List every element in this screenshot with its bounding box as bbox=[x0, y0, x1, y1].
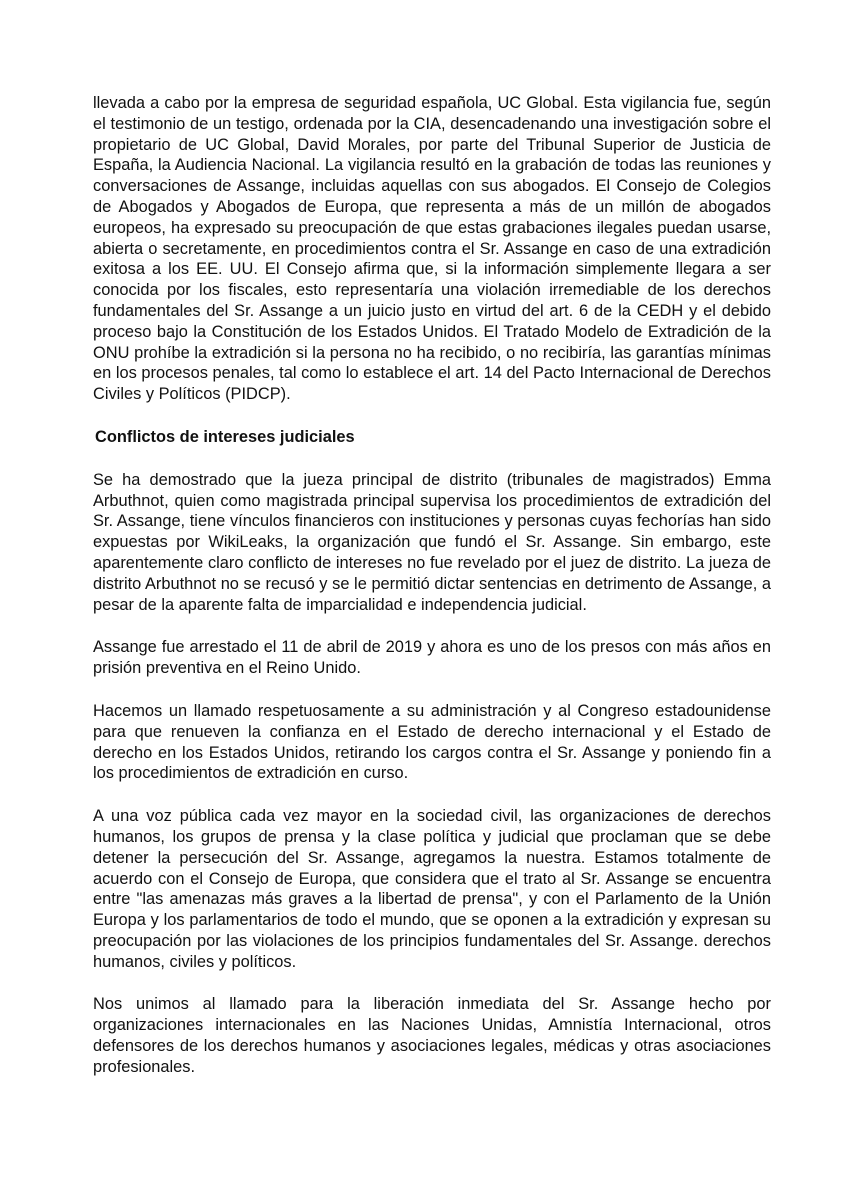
paragraph-call-to-action: Hacemos un llamado respetuosamente a su administración y al Congreso estadounidense para que renueven la confianza en el Estado de derecho internacional y el Estado de derecho en los Estados Unidos, retirando los cargos contra el Sr. Assange y poniendo fin a los procedimientos de extradición en curso. bbox=[93, 701, 771, 783]
paragraph-conflict-of-interest: Se ha demostrado que la jueza principal de distrito (tribunales de magistrados) Emma Arbuthnot, quien como magistrada principal supervisa los procedimientos de extradición del Sr. Assange, tiene vínculos financieros con instituciones y personas cuyas fechorías han sido expuestas por WikiLeaks, la organización que fundó el Sr. Assange. Sin embargo, este aparentemente claro conflicto de intereses no fue revelado por el juez de distrito. La jueza de distrito Arbuthnot no se recusó y se le permitió dictar sentencias en detrimento de Assange, a pesar de la aparente falta de imparcialidad e independencia judicial. bbox=[93, 470, 771, 614]
paragraph-arrest: Assange fue arrestado el 11 de abril de 2019 y ahora es uno de los presos con más años en prisión preventiva en el Reino Unido. bbox=[93, 638, 771, 678]
document-page bbox=[93, 93, 771, 1100]
paragraph-public-voice: A una voz pública cada vez mayor en la sociedad civil, las organizaciones de derechos humanos, los grupos de prensa y la clase política y judicial que proclaman que se debe detener la persecución del Sr. Assange, agregamos la nuestra. Estamos totalmente de acuerdo con el Consejo de Europa, que considera que el trato al Sr. Assange se encuentra entre "las amenazas más graves a la libertad de prensa", y con el Parlamento de la Unión Europa y los parlamentarios de todo el mundo, que se oponen a la extradición y expresan su preocupación por las violaciones de los principios fundamentales del Sr. Assange. derechos humanos, civiles y políticos. bbox=[93, 807, 771, 971]
paragraph-release-call: Nos unimos al llamado para la liberación inmediata del Sr. Assange hecho por organizaciones internacionales en las Naciones Unidas, Amnistía Internacional, otros defensores de los derechos humanos y asociaciones legales, médicas y otras asociaciones profesionales. bbox=[93, 995, 771, 1076]
paragraph-surveillance: llevada a cabo por la empresa de seguridad española, UC Global. Esta vigilancia fue, según el testimonio de un testigo, ordenada por la CIA, desencadenando una investigación sobre el propietario de UC Global, David Morales, por parte del Tribunal Superior de Justicia de España, la Audiencia Nacional. La vigilancia resultó en la grabación de todas las reuniones y conversaciones de Assange, incluidas aquellas con sus abogados. El Consejo de Colegios de Abogados y Abogados de Europa, que representa a más de un millón de abogados europeos, ha expresado su preocupación de que estas grabaciones ilegales puedan usarse, abierta o secretamente, en procedimientos contra el Sr. Assange en caso de una extradición exitosa a los EE. UU. El Consejo afirma que, si la información simplemente llegara a ser conocida por los fiscales, esto representaría una violación irremediable de los derechos fundamentales del Sr. Assange a un juicio justo en virtud del art. 6 de la CEDH y el debido proceso bajo la Constitución de los Estados Unidos. El Tratado Modelo de Extradición de la ONU prohíbe la extradición si la persona no ha recibido, o no recibiría, las garantías mínimas en los procesos penales, tal como lo establece el art. 14 del Pacto Internacional de Derechos Civiles y Políticos (PIDCP). bbox=[93, 94, 771, 404]
section-heading: Conflictos de intereses judiciales bbox=[95, 427, 355, 446]
